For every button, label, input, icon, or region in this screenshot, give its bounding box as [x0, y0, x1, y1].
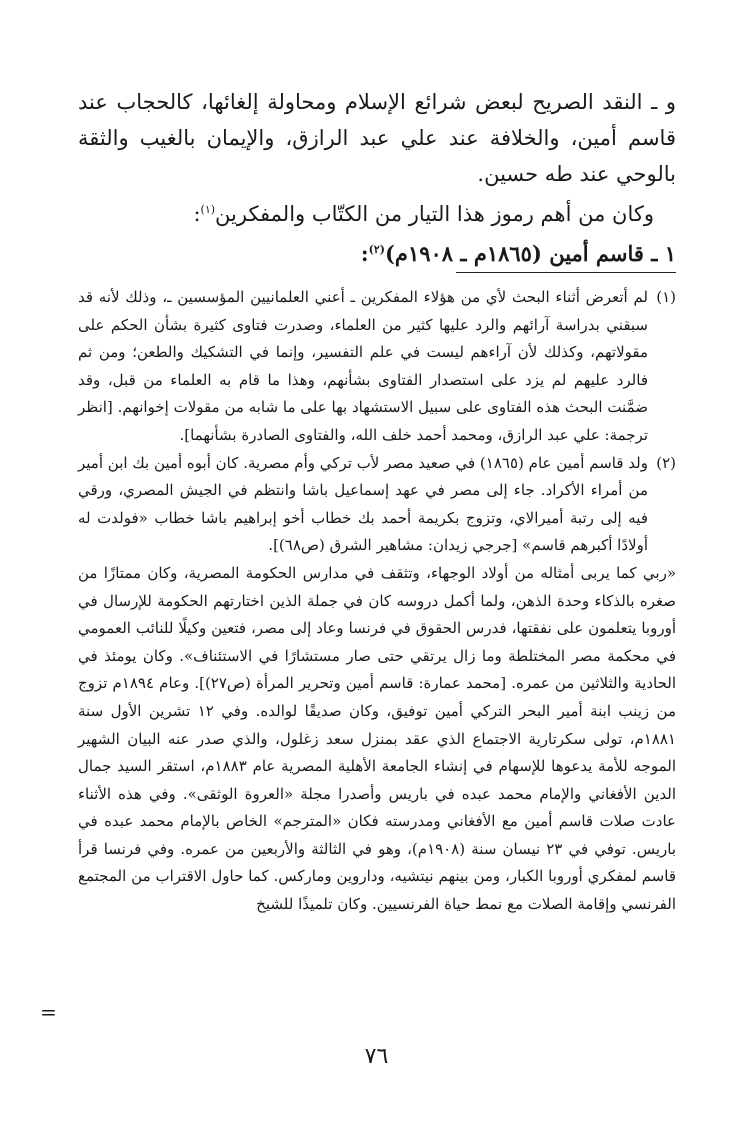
- continuation-mark: =: [40, 1000, 57, 1024]
- paragraph-1: و ـ النقد الصريح لبعض شرائع الإسلام ومحاولة إلغائها، كالحجاب عند قاسم أمين، والخلافة عند علي عبد الرازق، والإيمان بالغيب والثقة بالوحي عند طه حسين.: [78, 90, 676, 186]
- main-text: [78, 84, 676, 272]
- footnote-1-number: (١): [656, 288, 676, 306]
- footnote-2-number: (٢): [656, 453, 676, 472]
- footnote-2: [78, 450, 676, 560]
- footnote-2-text: ولد قاسم أمين عام (١٨٦٥) في صعيد مصر لأب تركي وأم مصرية. كان أبوه أمين بك ابن أمير من أمراء الأكراد. جاء إلى مصر في عهد إسماعيل باشا وانتظم في الجيش المصري، ورقي فيه إلى رتبة أميرالاي، وتزوج بكريمة أحمد بك خطاب أخو إبراهيم باشا خطاب «فولدت له أولادًا أكبرهم قاسم» [جرجي زيدان: مشاهير الشرق (ص٦٨)].: [78, 453, 648, 555]
- footnotes: [78, 284, 676, 919]
- footnote-1-text: لم أتعرض أثناء البحث لأي من هؤلاء المفكرين ـ أعني العلمانيين المؤسسين ـ، وذلك لأنه قد سبقني بدراسة آرائهم والرد عليها كثير من العلماء، وصدرت فتاوى كثيرة بشأن الحكم على مقولاتهم، وكذلك لأن آراءهم ليست في علم التفسير، وإنما في التشكيك والطعن؛ ومن ثم فالرد عليهم لم يزد على استصدار الفتاوى بشأنهم، وهذا ما قام به العلماء من قبل، وقد ضمَّنت البحث هذه الفتاوى على سبيل الاستشهاد بها على ما شابه من مقولات إخوانهم. [انظر ترجمة: علي عبد الرازق، ومحمد أحمد خلف الله، والفتاوى الصادرة بشأنهما].: [78, 288, 648, 444]
- page-number: ٧٦: [364, 1044, 389, 1069]
- footnote-ref-1: (١): [200, 203, 216, 216]
- footnote-divider: [456, 272, 676, 273]
- section-heading: ١ ـ قاسم أمين (١٨٦٥م ـ ١٩٠٨م)$^{(٢)}$:: [360, 241, 676, 266]
- footnote-ref-2: (٢): [368, 243, 385, 256]
- footnote-1: [78, 284, 676, 450]
- footnote-2-quote: «ربي كما يربى أمثاله من أولاد الوجهاء، وتثقف في مدارس الحكومة المصرية، وكان ممتازًا من صغره بالذكاء وحدة الذهن، ولما أكمل دروسه كان في جملة الذين اختارتهم الحكومة للإرسال في أوروبا يتعلمون على نفقتها، فدرس الحقوق في فرنسا وعاد إلى مصر، فتعين وكيلًا للنائب العمومي في محكمة مصر المختلطة وما زال يرتقي حتى صار مستشارًا في الاستئناف». وكان يومئذ في الحادية والثلاثين من عمره. [محمد عمارة: قاسم أمين وتحرير المرأة (ص٢٧)]. وعام ١٨٩٤م تزوج من زينب ابنة أمير البحر التركي أمين توفيق، وكان صديقًا لوالده. وفي ١٢ تشرين الأول سنة ١٨٨١م، تولى سكرتارية الاجتماع الذي عقد بمنزل سعد زغلول، والذي صدر عنه البيان الشهير الموجه للأمة يدعوها للإسهام في إنشاء الجامعة الأهلية المصرية عام ١٨٨٣م، استقر السيد جمال الدين الأفغاني والإمام محمد عبده في باريس وأصدرا مجلة «العروة الوثقى». وفي هذه الأثناء عادت صلات قاسم أمين مع الأفغاني ومدرسته فكان «المترجم» الخاص بالإمام محمد عبده في باريس. توفي في ٢٣ نيسان سنة (١٩٠٨م)، وهو في الثالثة والأربعين من عمره. وفي فرنسا قرأ قاسم لمفكري أوروبا الكبار، ومن بينهم نيتشيه، وداروين وماركس. كما حاول الاقتراب من المجتمع الفرنسي وإقامة الصلات مع نمط حياة الفرنسيين. وكان تلميذًا للشيخ: [78, 563, 676, 914]
- paragraph-2: وكان من أهم رموز هذا التيار من الكتّاب والمفكرين$^{(١)}$:: [193, 202, 654, 226]
